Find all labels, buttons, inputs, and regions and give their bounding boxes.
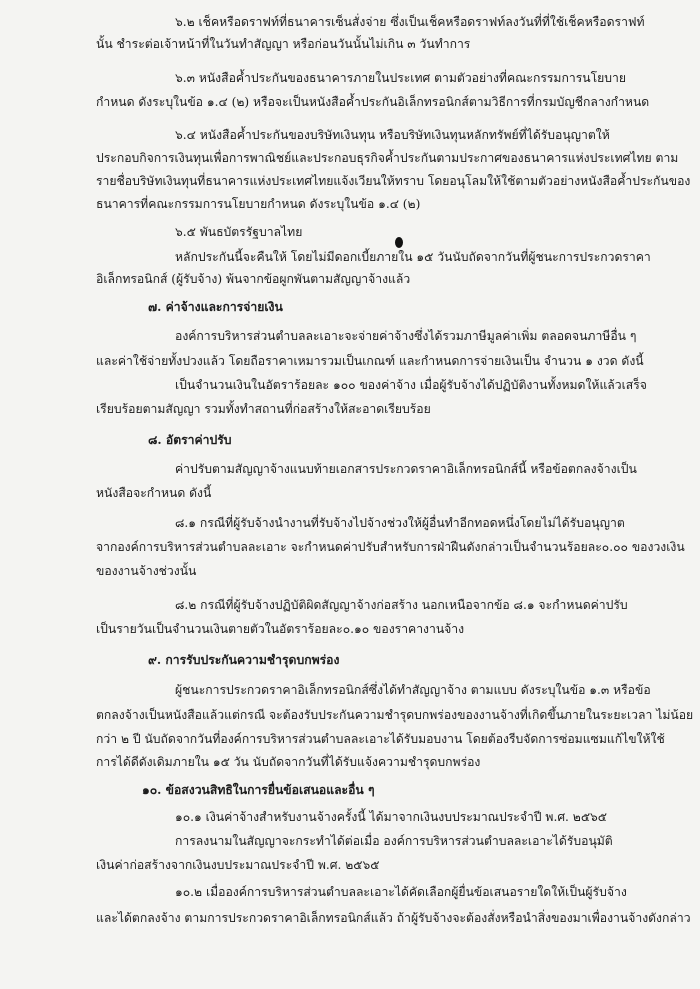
clause-6-4-line-2: ประกอบกิจการเงินทุนเพื่อการพาณิชย์และประกอบธุรกิจค้ำประกันตามประกาศของธนาคารแห่งประเทศไทย ตาม — [96, 151, 679, 165]
clause-8-1-line-2: จากองค์การบริหารส่วนตำบลละเอาะ จะกำหนดค่าปรับสำหรับการฝ่าฝืนดังกล่าวเป็นจำนวนร้อยละ๐.๐๐ ของวงเงิน — [96, 540, 685, 554]
clause-10-1-line-3: เงินค่าก่อสร้างจากเงินงบประมาณประจำปี พ.ศ. ๒๕๖๕ — [96, 858, 380, 872]
clause-8-2-line-1: ๘.๒ กรณีที่ผู้รับจ้างปฏิบัติผิดสัญญาจ้างก่อสร้าง นอกเหนือจากข้อ ๘.๑ จะกำหนดค่าปรับ — [175, 598, 628, 612]
clause-6-4-line-4: ธนาคารที่คณะกรรมการนโยบายกำหนด ดังระบุในข้อ ๑.๔ (๒) — [96, 197, 421, 211]
section-9-line-4: การได้ดีดังเดิมภายใน ๑๕ วัน นับถัดจากวันที่ได้รับแจ้งความชำรุดบกพร่อง — [96, 755, 481, 769]
section-9-line-2: ตกลงจ้างเป็นหนังสือแล้วแต่กรณี จะต้องรับประกันความชำรุดบกพร่องของงานจ้างที่เกิดขึ้นภายในระยะเวลา ไม่น้อย — [96, 708, 694, 722]
section-7-line-1: องค์การบริหารส่วนตำบลละเอาะจะจ่ายค่าจ้างซึ่งได้รวมภาษีมูลค่าเพิ่ม ตลอดจนภาษีอื่น ๆ — [175, 329, 637, 343]
clause-10-1-line-2: การลงนามในสัญญาจะกระทำได้ต่อเมื่อ องค์การบริหารส่วนตำบลละเอาะได้รับอนุมัติ — [175, 834, 613, 848]
clause-6-4-line-1: ๖.๔ หนังสือค้ำประกันของบริษัทเงินทุน หรือบริษัทเงินทุนหลักทรัพย์ที่ได้รับอนุญาตให้ — [175, 128, 610, 142]
clause-10-2-line-1: ๑๐.๒ เมื่อองค์การบริหารส่วนตำบลละเอาะได้คัดเลือกผู้ยื่นข้อเสนอรายใดให้เป็นผู้รับจ้าง — [175, 885, 627, 899]
ink-mark — [395, 237, 403, 248]
section-7-line-4: เรียบร้อยตามสัญญา รวมทั้งทำสถานที่ก่อสร้างให้สะอาดเรียบร้อย — [96, 402, 431, 416]
clause-6-3-line-1: ๖.๓ หนังสือค้ำประกันของธนาคารภายในประเทศ ตามตัวอย่างที่คณะกรรมการนโยบาย — [175, 71, 626, 85]
guarantee-return-line-1: หลักประกันนี้จะคืนให้ โดยไม่มีดอกเบี้ยภายใน ๑๕ วันนับถัดจากวันที่ผู้ชนะการประกวดราคา — [175, 250, 651, 264]
clause-10-1-line-1: ๑๐.๑ เงินค่าจ้างสำหรับงานจ้างครั้งนี้ ได้มาจากเงินงบประมาณประจำปี พ.ศ. ๒๕๖๕ — [175, 810, 608, 824]
guarantee-return-line-2: อิเล็กทรอนิกส์ (ผู้รับจ้าง) พ้นจากข้อผูกพันตามสัญญาจ้างแล้ว — [96, 272, 411, 286]
clause-6-3-line-2: กำหนด ดังระบุในข้อ ๑.๔ (๒) หรือจะเป็นหนังสือค้ำประกันอิเล็กทรอนิกส์ตามวิธีการที่กรมบัญชีกลางกำหนด — [96, 95, 650, 109]
clause-8-2-line-2: เป็นรายวันเป็นจำนวนเงินตายตัวในอัตราร้อยละ๐.๑๐ ของราคางานจ้าง — [96, 622, 465, 636]
section-9-line-3: กว่า ๒ ปี นับถัดจากวันที่องค์การบริหารส่วนตำบลละเอาะได้รับมอบงาน โดยต้องรีบจัดการซ่อมแซมแก้ไขให้ใช้ — [96, 732, 665, 746]
section-10-heading: ๑๐. ข้อสงวนสิทธิในการยื่นข้อเสนอและอื่น ๆ — [142, 783, 375, 797]
section-8-line-1: ค่าปรับตามสัญญาจ้างแนบท้ายเอกสารประกวดราคาอิเล็กทรอนิกส์นี้ หรือข้อตกลงจ้างเป็น — [175, 462, 637, 476]
section-9-line-1: ผู้ชนะการประกวดราคาอิเล็กทรอนิกส์ซึ่งได้ทำสัญญาจ้าง ตามแบบ ดังระบุในข้อ ๑.๓ หรือข้อ — [175, 683, 651, 697]
clause-10-2-line-2: และได้ตกลงจ้าง ตามการประกวดราคาอิเล็กทรอนิกส์แล้ว ถ้าผู้รับจ้างจะต้องสั่งหรือนำสิ่งของมาเพื่องานจ้างดังกล่าว — [96, 911, 691, 925]
clause-6-5: ๖.๕ พันธบัตรรัฐบาลไทย — [175, 225, 303, 239]
clause-8-1-line-3: ของงานจ้างช่วงนั้น — [96, 564, 197, 578]
clause-6-4-line-3: รายชื่อบริษัทเงินทุนที่ธนาคารแห่งประเทศไทยแจ้งเวียนให้ทราบ โดยอนุโลมให้ใช้ตามตัวอย่างหนังสือค้ำประกันของ — [96, 174, 691, 188]
clause-6-2-line-2: นั้น ชำระต่อเจ้าหน้าที่ในวันทำสัญญา หรือก่อนวันนั้นไม่เกิน ๓ วันทำการ — [96, 37, 471, 51]
clause-6-2-line-1: ๖.๒ เช็คหรือดราฟท์ที่ธนาคารเซ็นสั่งจ่าย ซึ่งเป็นเช็คหรือดราฟท์ลงวันที่ที่ใช้เช็คหรือดราฟท์ — [175, 15, 645, 29]
section-7-line-3: เป็นจำนวนเงินในอัตราร้อยละ ๑๐๐ ของค่าจ้าง เมื่อผู้รับจ้างได้ปฏิบัติงานทั้งหมดให้แล้วเสร็จ — [175, 378, 647, 392]
section-8-heading: ๘. อัตราค่าปรับ — [148, 433, 232, 447]
clause-8-1-line-1: ๘.๑ กรณีที่ผู้รับจ้างนำงานที่รับจ้างไปจ้างช่วงให้ผู้อื่นทำอีกทอดหนึ่งโดยไม่ได้รับอนุญาต — [175, 516, 625, 530]
section-7-heading: ๗. ค่าจ้างและการจ่ายเงิน — [148, 300, 283, 314]
section-7-line-2: และค่าใช้จ่ายทั้งปวงแล้ว โดยถือราคาเหมารวมเป็นเกณฑ์ และกำหนดการจ่ายเงินเป็น จำนวน ๑ งวด ดังนี้ — [96, 354, 644, 368]
section-8-line-2: หนังสือจะกำหนด ดังนี้ — [96, 486, 212, 500]
section-9-heading: ๙. การรับประกันความชำรุดบกพร่อง — [148, 653, 340, 667]
